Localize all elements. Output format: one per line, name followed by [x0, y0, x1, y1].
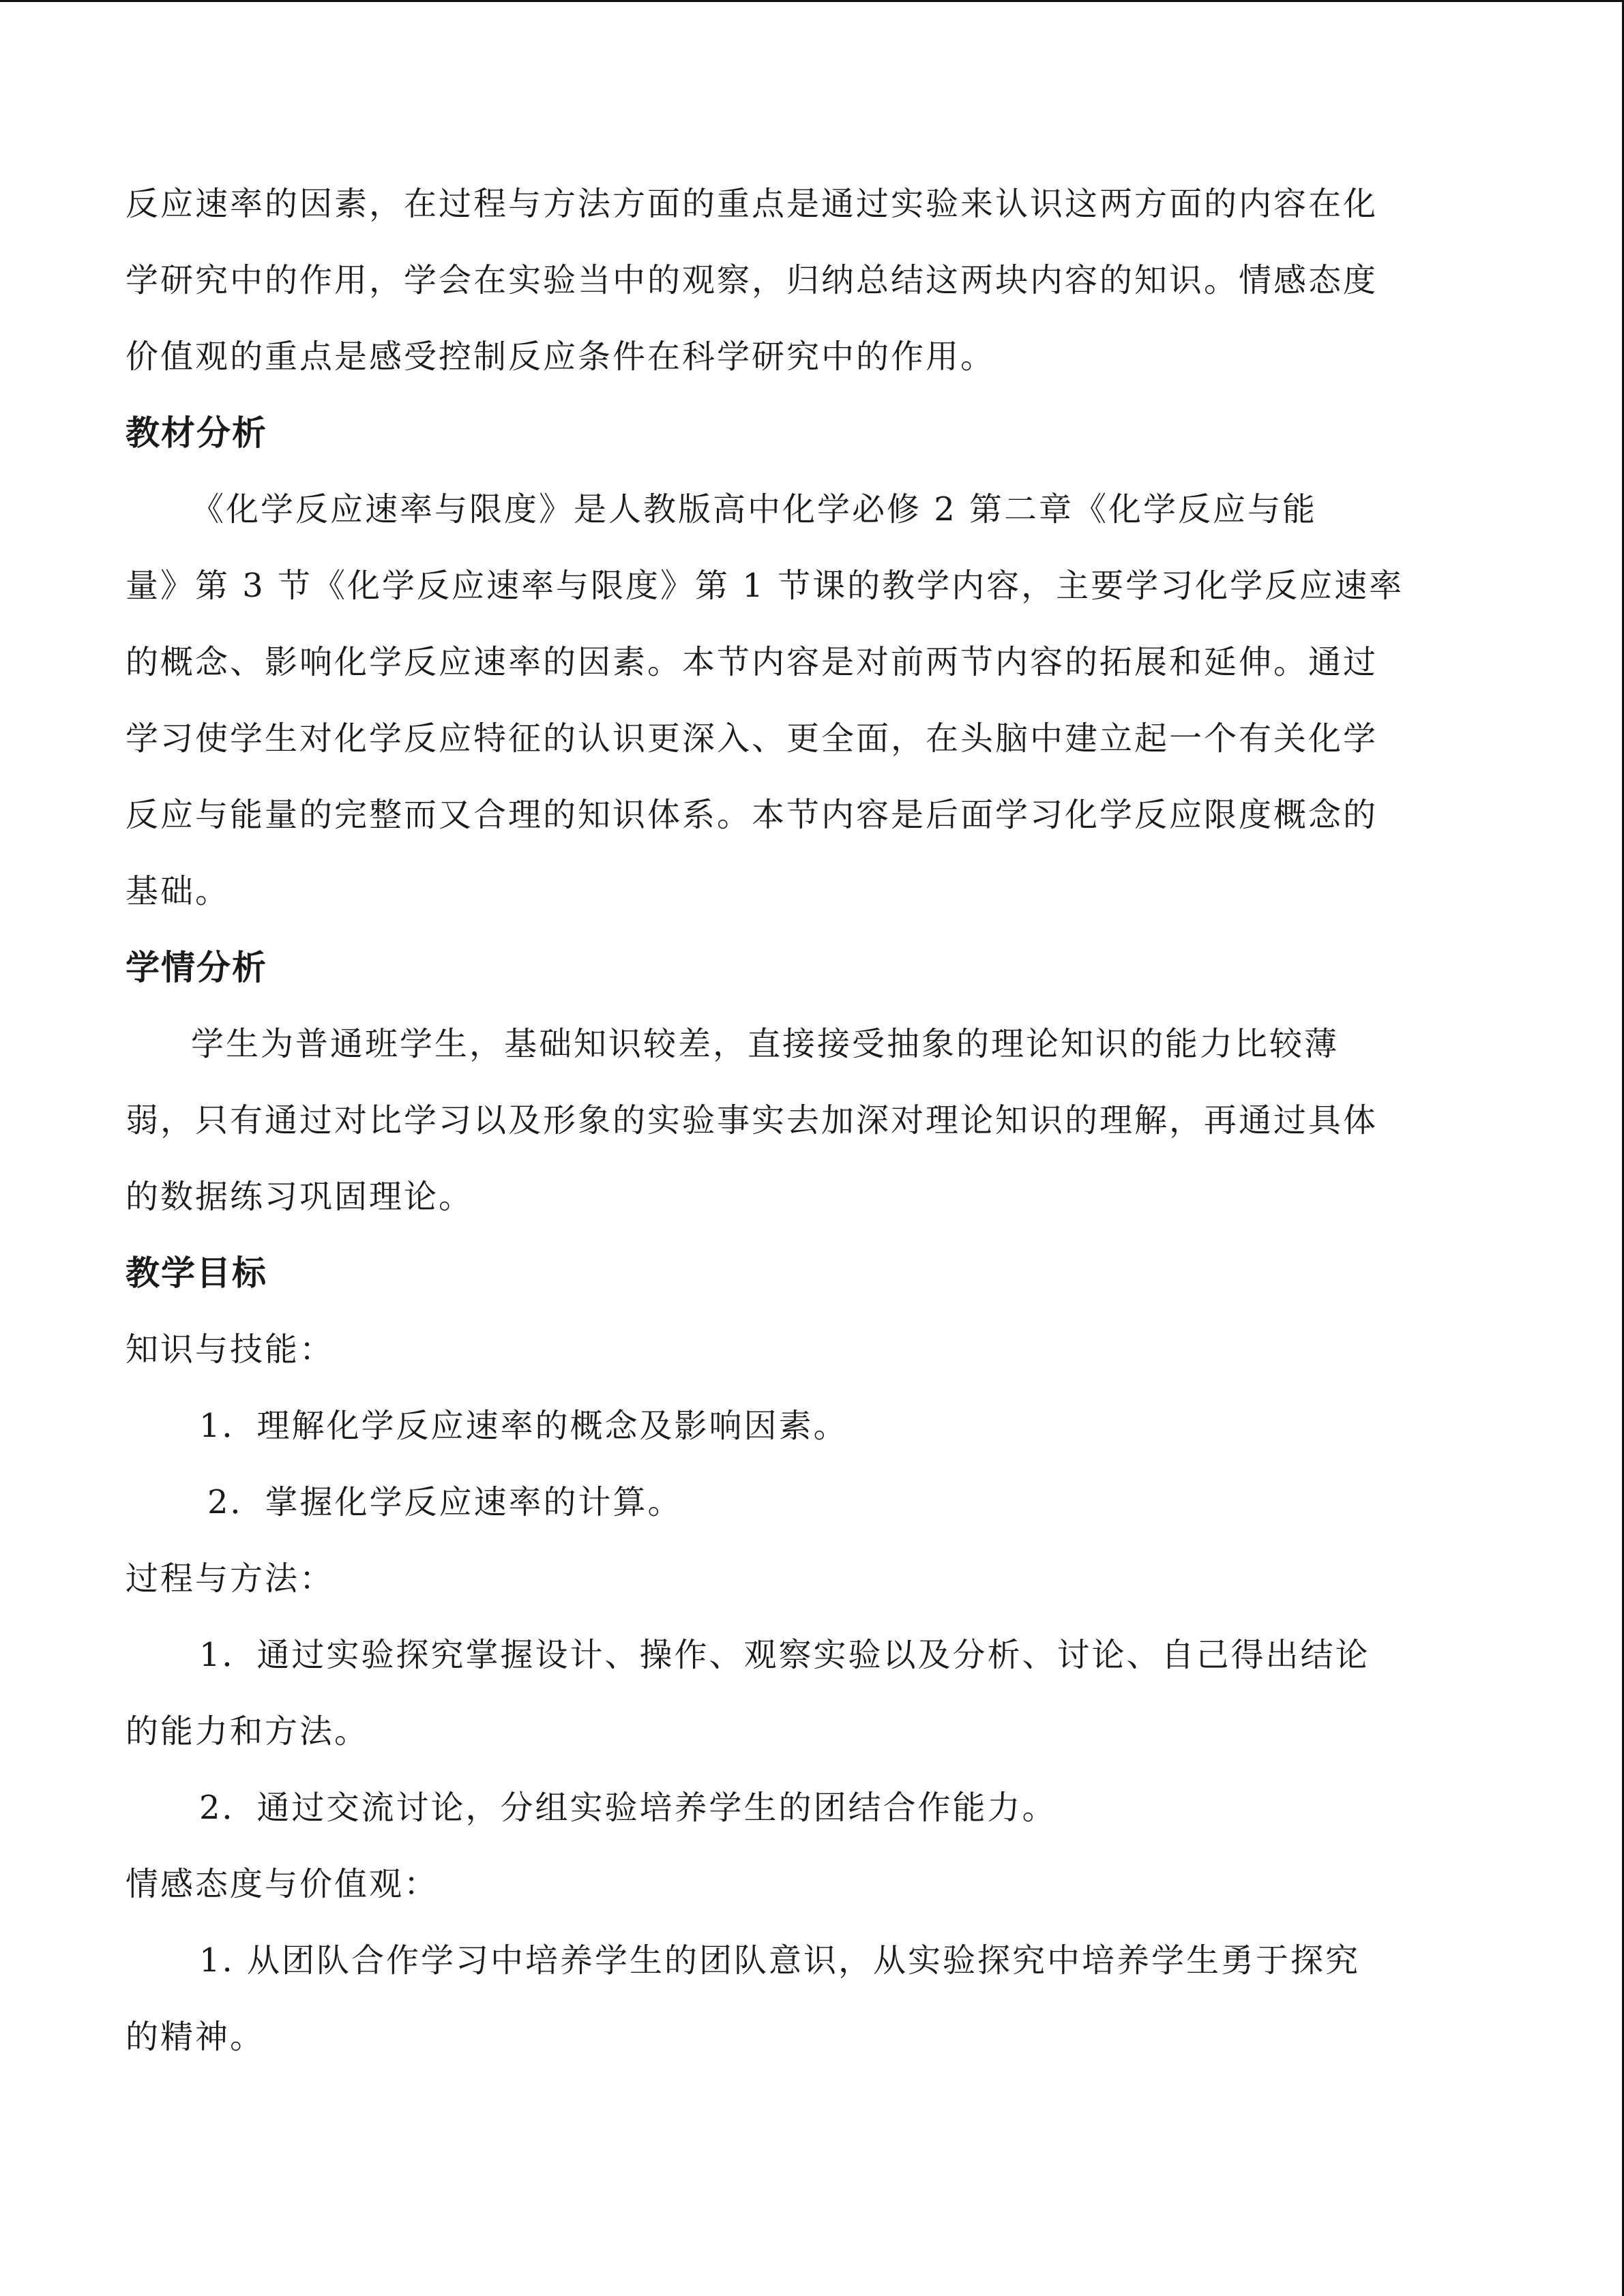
knowledge-item-1: 1．理解化学反应速率的概念及影响因素。	[199, 1407, 848, 1445]
textbook-line-6: 基础。	[126, 872, 231, 910]
heading-textbook-analysis: 教材分析	[126, 413, 267, 453]
intro-line-2: 学研究中的作用，学会在实验当中的观察，归纳总结这两块内容的知识。情感态度	[126, 261, 1378, 299]
attitude-item-1-line-2: 的精神。	[126, 2018, 265, 2056]
knowledge-item-2: 2．掌握化学反应速率的计算。	[207, 1483, 683, 1521]
process-item-1-line-1: 1．通过实验探究掌握设计、操作、观察实验以及分析、讨论、自己得出结论	[199, 1636, 1370, 1674]
attitude-item-1-line-1: 1. 从团队合作学习中培养学生的团队意识，从实验探究中培养学生勇于探究	[199, 1941, 1361, 1980]
textbook-line-2: 量》第 3 节《化学反应速率与限度》第 1 节课的教学内容，主要学习化学反应速率	[126, 567, 1404, 605]
process-label: 过程与方法：	[126, 1560, 335, 1598]
process-item-1-line-2: 的能力和方法。	[126, 1712, 370, 1750]
textbook-line-3: 的概念、影响化学反应速率的因素。本节内容是对前两节内容的拓展和延伸。通过	[126, 643, 1378, 681]
textbook-line-1: 《化学反应速率与限度》是人教版高中化学必修 2 第二章《化学反应与能	[191, 490, 1318, 528]
heading-student-analysis: 学情分析	[126, 948, 267, 987]
intro-line-3: 价值观的重点是感受控制反应条件在科学研究中的作用。	[126, 338, 996, 376]
knowledge-label: 知识与技能：	[126, 1330, 335, 1369]
students-line-3: 的数据练习巩固理论。	[126, 1178, 474, 1216]
attitude-label: 情感态度与价值观：	[126, 1865, 439, 1903]
textbook-line-4: 学习使学生对化学反应特征的认识更深入、更全面，在头脑中建立起一个有关化学	[126, 719, 1378, 758]
students-line-1: 学生为普通班学生，基础知识较差，直接接受抽象的理论知识的能力比较薄	[191, 1025, 1340, 1063]
heading-teaching-goals: 教学目标	[126, 1253, 267, 1293]
page-border-top	[0, 0, 1624, 2]
students-line-2: 弱，只有通过对比学习以及形象的实验事实去加深对理论知识的理解，再通过具体	[126, 1101, 1378, 1139]
textbook-line-5: 反应与能量的完整而又合理的知识体系。本节内容是后面学习化学反应限度概念的	[126, 796, 1378, 834]
document-body	[126, 166, 1496, 2075]
intro-line-1: 反应速率的因素，在过程与方法方面的重点是通过实验来认识这两方面的内容在化	[126, 185, 1378, 223]
process-item-2: 2．通过交流讨论，分组实验培养学生的团结合作能力。	[199, 1789, 1057, 1827]
